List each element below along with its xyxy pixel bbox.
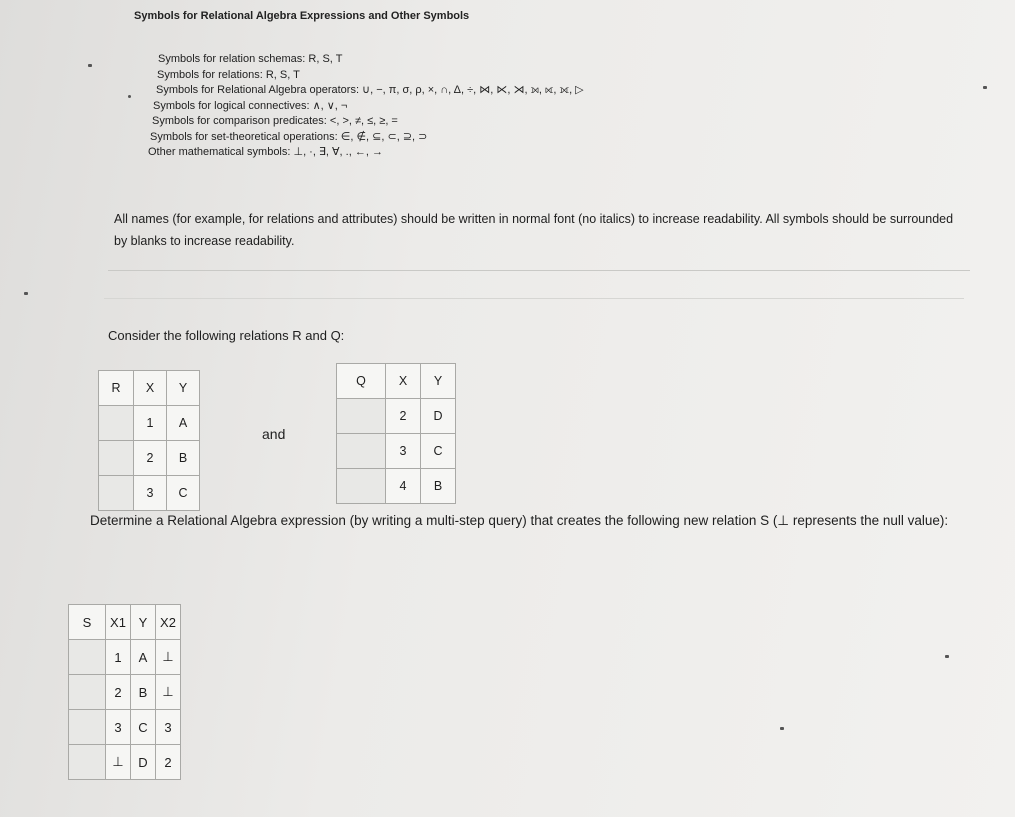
relation-r-table xyxy=(98,370,200,511)
table-cell: 3 xyxy=(386,434,421,469)
symbol-line-relations: Symbols for relations: R, S, T xyxy=(157,68,300,81)
table-header-row xyxy=(69,605,181,640)
table-cell: D xyxy=(131,745,156,780)
symbol-line-logical: Symbols for logical connectives: ∧, ∨, ¬ xyxy=(153,99,348,112)
header-cell: Y xyxy=(167,371,200,406)
and-text: and xyxy=(262,426,286,442)
relation-name-cell: R xyxy=(99,371,134,406)
relation-q-table xyxy=(336,363,456,504)
table-cell: 3 xyxy=(156,710,181,745)
symbol-line-relation-schemas: Symbols for relation schemas: R, S, T xyxy=(158,53,343,65)
table-row xyxy=(69,745,181,780)
relation-s-table xyxy=(68,604,181,780)
header-cell: Y xyxy=(421,364,456,399)
table-cell: C xyxy=(131,710,156,745)
table-row xyxy=(99,441,200,476)
table-row xyxy=(69,640,181,675)
symbol-line-set-operations: Symbols for set-theoretical operations: ∈, ∉, ⊆, ⊂, ⊇, ⊃ xyxy=(150,130,428,143)
row-label-cell xyxy=(99,476,134,511)
table-cell: 4 xyxy=(386,469,421,504)
header-cell: X1 xyxy=(106,605,131,640)
header-cell: Y xyxy=(131,605,156,640)
divider xyxy=(108,270,970,271)
table-cell: 2 xyxy=(134,441,167,476)
table-cell: C xyxy=(421,434,456,469)
table-row xyxy=(69,710,181,745)
speck-mark xyxy=(780,727,784,730)
table-row xyxy=(337,399,456,434)
table-cell: 2 xyxy=(156,745,181,780)
row-label-cell xyxy=(69,675,106,710)
row-label-cell xyxy=(337,469,386,504)
table-row xyxy=(99,406,200,441)
table-row xyxy=(337,469,456,504)
table-cell: 3 xyxy=(134,476,167,511)
divider xyxy=(104,298,964,299)
speck-mark xyxy=(983,86,987,89)
table-row xyxy=(69,675,181,710)
table-cell: B xyxy=(421,469,456,504)
row-label-cell xyxy=(69,745,106,780)
row-label-cell xyxy=(337,434,386,469)
relation-name-cell: Q xyxy=(337,364,386,399)
table-cell: B xyxy=(167,441,200,476)
table-cell: D xyxy=(421,399,456,434)
table-cell: ⊥ xyxy=(106,745,131,780)
header-cell: X2 xyxy=(156,605,181,640)
symbol-line-comparison: Symbols for comparison predicates: <, >, ≠, ≤, ≥, = xyxy=(152,115,398,127)
consider-text: Consider the following relations R and Q: xyxy=(108,328,345,343)
table-header-row xyxy=(99,371,200,406)
symbol-line-other: Other mathematical symbols: ⊥, ·, ∃, ∀, ., ←, → xyxy=(148,146,383,158)
speck-mark xyxy=(24,292,28,295)
table-header-row xyxy=(337,364,456,399)
row-label-cell xyxy=(337,399,386,434)
readability-note: All names (for example, for relations and attributes) should be written in normal font (no italics) to increase readability. All symbols should be surrounded by blanks to increase readability. xyxy=(114,212,954,248)
bullet-marker xyxy=(128,95,131,98)
header-cell: X xyxy=(134,371,167,406)
table-row xyxy=(99,476,200,511)
table-cell: A xyxy=(167,406,200,441)
speck-mark xyxy=(88,64,92,67)
symbol-line-operators: Symbols for Relational Algebra operators: ∪, −, π, σ, ρ, ×, ∩, Δ, ÷, ⋈, ⋉, ⋊, ⟕, ⟖, ⟗, ▷ xyxy=(156,84,584,96)
table-cell: 1 xyxy=(134,406,167,441)
table-cell: 2 xyxy=(386,399,421,434)
table-cell: B xyxy=(131,675,156,710)
row-label-cell xyxy=(99,441,134,476)
row-label-cell xyxy=(99,406,134,441)
table-row xyxy=(337,434,456,469)
speck-mark xyxy=(945,655,949,658)
table-cell: 3 xyxy=(106,710,131,745)
table-cell: A xyxy=(131,640,156,675)
row-label-cell xyxy=(69,710,106,745)
table-cell: C xyxy=(167,476,200,511)
table-cell: 2 xyxy=(106,675,131,710)
header-cell: X xyxy=(386,364,421,399)
symbol-list xyxy=(150,52,584,161)
row-label-cell xyxy=(69,640,106,675)
determine-text: Determine a Relational Algebra expression (by writing a multi-step query) that creates the following new relation S (⊥ represents the null value): xyxy=(90,513,949,528)
table-cell: ⊥ xyxy=(156,675,181,710)
section-heading: Symbols for Relational Algebra Expressions and Other Symbols xyxy=(134,10,470,22)
table-cell: 1 xyxy=(106,640,131,675)
table-cell: ⊥ xyxy=(156,640,181,675)
relation-name-cell: S xyxy=(69,605,106,640)
